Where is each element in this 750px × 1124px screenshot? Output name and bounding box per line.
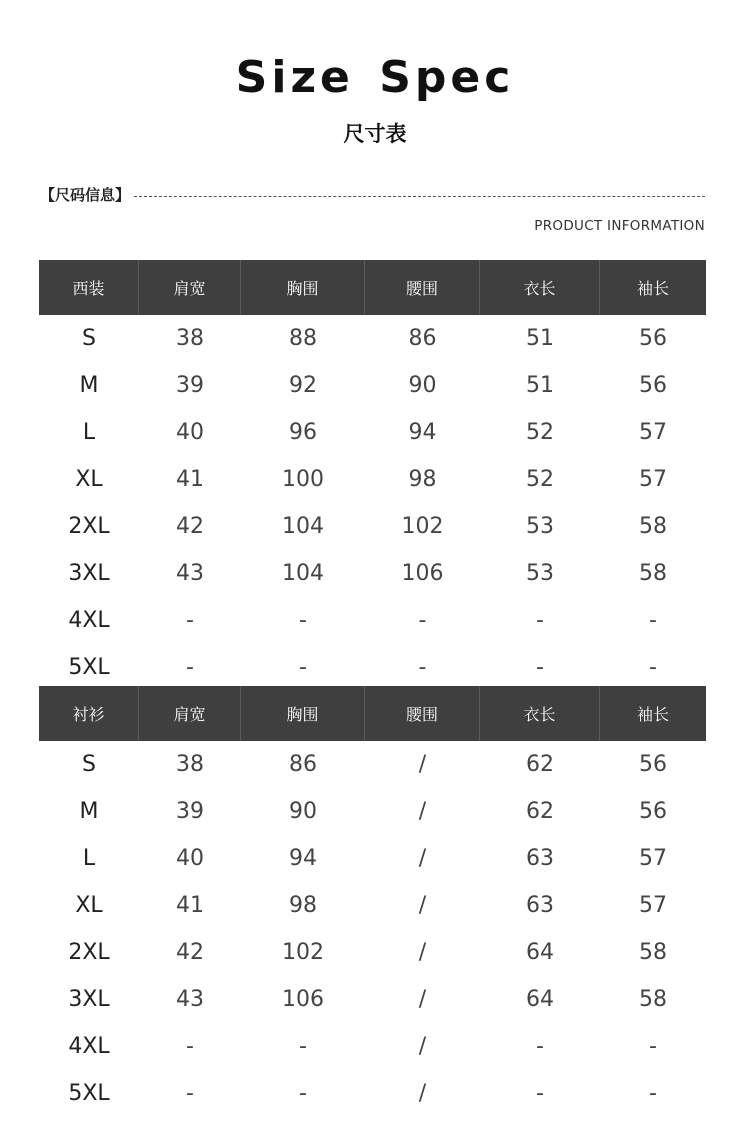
measurement-cell: - — [299, 608, 307, 633]
table-row — [39, 644, 706, 691]
measurement-cell: 53 — [526, 514, 554, 539]
column-header-sleeve: 袖长 — [636, 279, 669, 298]
measurement-cell: 57 — [639, 846, 667, 871]
measurement-cell: 86 — [289, 752, 317, 777]
table-row — [39, 929, 706, 976]
table-row — [39, 456, 706, 503]
table-row — [39, 1023, 706, 1070]
measurement-cell: 92 — [289, 373, 317, 398]
column-header-waist: 腰围 — [365, 260, 480, 315]
measurement-cell: / — [418, 799, 427, 824]
size-cell: M — [79, 373, 99, 398]
measurement-cell: - — [536, 1081, 544, 1106]
measurement-cell: 51 — [526, 373, 554, 398]
measurement-cell: 104 — [282, 561, 324, 586]
measurement-cell: 57 — [639, 420, 667, 445]
column-header-chest: 胸围 — [241, 260, 365, 315]
measurement-cell: 43 — [176, 987, 204, 1012]
measurement-cell: 58 — [639, 940, 667, 965]
section-divider — [134, 196, 705, 197]
size-cell: 5XL — [68, 1081, 110, 1106]
size-cell: L — [82, 420, 96, 445]
measurement-cell: - — [536, 608, 544, 633]
page-subtitle: 尺寸表 — [343, 122, 407, 146]
measurement-cell: 39 — [176, 373, 204, 398]
measurement-cell: 98 — [289, 893, 317, 918]
measurement-cell: 94 — [408, 420, 437, 445]
measurement-cell: 42 — [176, 514, 204, 539]
table-header — [39, 686, 706, 741]
table-row — [39, 409, 706, 456]
measurement-cell: 62 — [526, 752, 554, 777]
table-row — [39, 741, 706, 788]
measurement-cell: 38 — [176, 326, 204, 351]
measurement-cell: / — [418, 987, 427, 1012]
measurement-cell: - — [299, 1034, 307, 1059]
measurement-cell: - — [186, 655, 194, 680]
measurement-cell: - — [186, 608, 194, 633]
table-body — [39, 315, 706, 691]
measurement-cell: 58 — [639, 561, 667, 586]
size-cell: 2XL — [68, 514, 110, 539]
table-body — [39, 741, 706, 1117]
measurement-cell: - — [418, 655, 427, 680]
measurement-cell: - — [186, 1081, 194, 1106]
measurement-cell: / — [418, 846, 427, 871]
column-header-length: 衣长 — [480, 686, 600, 741]
measurement-cell: 56 — [639, 373, 667, 398]
measurement-cell: 64 — [526, 940, 554, 965]
size-cell: 4XL — [68, 608, 110, 633]
size-cell: S — [82, 752, 96, 777]
measurement-cell: 58 — [639, 514, 667, 539]
measurement-cell: 90 — [289, 799, 317, 824]
column-header-sleeve: 袖长 — [636, 705, 669, 724]
measurement-cell: / — [418, 1081, 427, 1106]
size-cell: XL — [75, 467, 103, 492]
measurement-cell: 94 — [289, 846, 317, 871]
table-row — [39, 550, 706, 597]
size-cell: S — [82, 326, 96, 351]
measurement-cell: 96 — [289, 420, 317, 445]
measurement-cell: 40 — [176, 420, 204, 445]
shirt-size-table — [39, 686, 706, 1117]
size-cell: 5XL — [68, 655, 110, 680]
measurement-cell: 88 — [289, 326, 317, 351]
size-cell: M — [79, 799, 99, 824]
product-information-label: PRODUCT INFORMATION — [534, 218, 705, 234]
measurement-cell: 63 — [526, 893, 554, 918]
measurement-cell: / — [418, 752, 427, 777]
column-header-waist: 腰围 — [365, 686, 480, 741]
measurement-cell: 86 — [408, 326, 437, 351]
measurement-cell: 106 — [401, 561, 444, 586]
table-row — [39, 362, 706, 409]
measurement-cell: 43 — [176, 561, 204, 586]
table-row — [39, 835, 706, 882]
column-header-category: 衬衫 — [39, 686, 139, 741]
size-cell: 3XL — [68, 987, 110, 1012]
column-header-category: 西装 — [39, 260, 139, 315]
measurement-cell: 57 — [639, 893, 667, 918]
measurement-cell: 104 — [282, 514, 324, 539]
measurement-cell: 102 — [401, 514, 444, 539]
suit-size-table — [39, 260, 706, 691]
table-row — [39, 788, 706, 835]
table-row — [39, 976, 706, 1023]
size-cell: L — [82, 846, 96, 871]
section-label: 【尺码信息】 — [40, 185, 131, 204]
measurement-cell: 62 — [526, 799, 554, 824]
size-cell: 4XL — [68, 1034, 110, 1059]
measurement-cell: - — [186, 1034, 194, 1059]
table-row — [39, 315, 706, 362]
measurement-cell: 56 — [639, 326, 667, 351]
measurement-cell: 64 — [526, 987, 554, 1012]
measurement-cell: 52 — [526, 467, 554, 492]
measurement-cell: 56 — [639, 799, 667, 824]
measurement-cell: 51 — [526, 326, 554, 351]
table-row — [39, 882, 706, 929]
measurement-cell: 98 — [408, 467, 437, 492]
measurement-cell: - — [649, 1081, 657, 1106]
size-cell: 2XL — [68, 940, 110, 965]
column-header-length: 衣长 — [480, 260, 600, 315]
measurement-cell: 52 — [526, 420, 554, 445]
measurement-cell: - — [299, 655, 307, 680]
size-cell: 3XL — [68, 561, 110, 586]
measurement-cell: - — [536, 1034, 544, 1059]
measurement-cell: 42 — [176, 940, 204, 965]
column-header-shoulder: 肩宽 — [139, 686, 241, 741]
measurement-cell: 57 — [639, 467, 667, 492]
table-row — [39, 1070, 706, 1117]
measurement-cell: 56 — [639, 752, 667, 777]
table-row — [39, 503, 706, 550]
measurement-cell: 41 — [176, 467, 204, 492]
column-header-chest: 胸围 — [241, 686, 365, 741]
measurement-cell: / — [418, 1034, 427, 1059]
size-cell: XL — [75, 893, 103, 918]
measurement-cell: / — [418, 940, 427, 965]
measurement-cell: 100 — [282, 467, 324, 492]
table-header — [39, 260, 706, 315]
measurement-cell: / — [418, 893, 427, 918]
measurement-cell: - — [536, 655, 544, 680]
measurement-cell: 102 — [282, 940, 324, 965]
table-row — [39, 597, 706, 644]
measurement-cell: 58 — [639, 987, 667, 1012]
column-header-shoulder: 肩宽 — [139, 260, 241, 315]
measurement-cell: 38 — [176, 752, 204, 777]
measurement-cell: - — [299, 1081, 307, 1106]
measurement-cell: - — [649, 608, 657, 633]
section-header — [40, 182, 705, 206]
page-title: Size Spec — [235, 52, 515, 103]
measurement-cell: 63 — [526, 846, 554, 871]
measurement-cell: 39 — [176, 799, 204, 824]
measurement-cell: 106 — [282, 987, 324, 1012]
measurement-cell: - — [649, 655, 657, 680]
measurement-cell: 41 — [176, 893, 204, 918]
measurement-cell: - — [418, 608, 427, 633]
measurement-cell: - — [649, 1034, 657, 1059]
measurement-cell: 40 — [176, 846, 204, 871]
measurement-cell: 90 — [408, 373, 437, 398]
measurement-cell: 53 — [526, 561, 554, 586]
